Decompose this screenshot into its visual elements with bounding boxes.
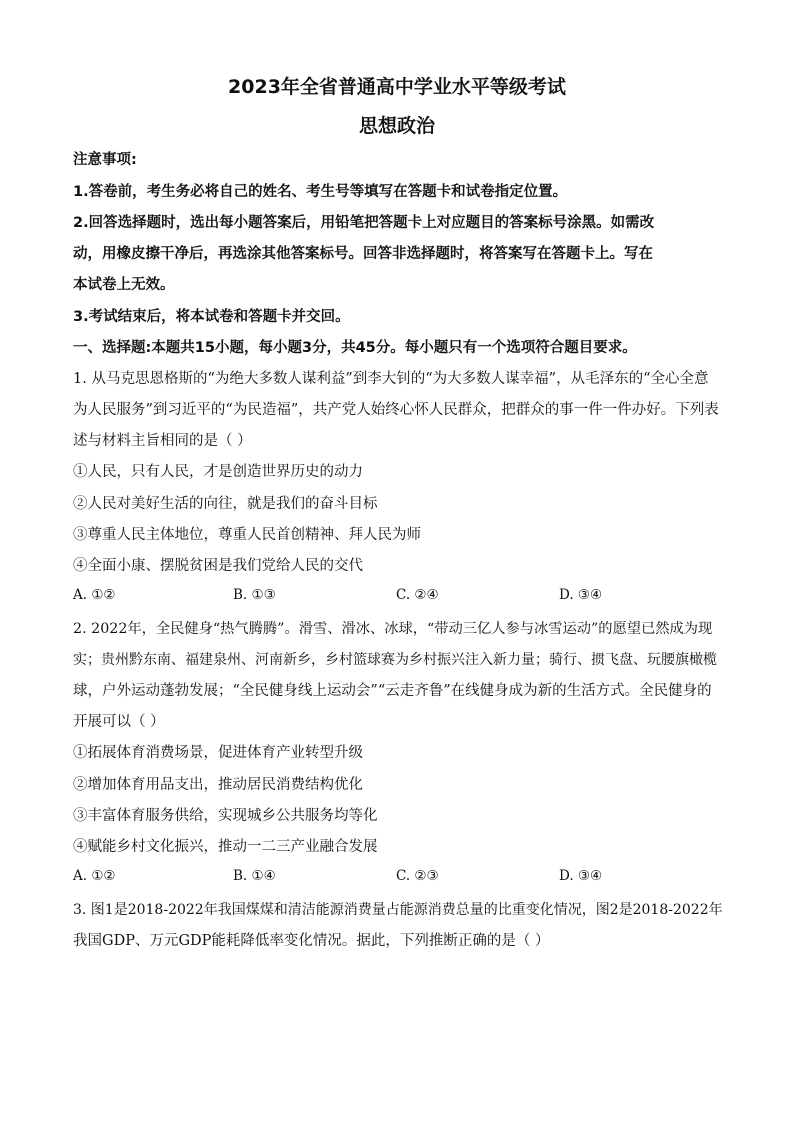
note-item-2-line-3: 本试卷上无效。 — [73, 277, 175, 293]
q2-stem-line-2: 实；贵州黔东南、福建泉州、河南新乡，乡村篮球赛为乡村振兴注入新力量；骑行、掼飞盘、玩腰旗橄榄 — [73, 652, 717, 668]
q2-statement-4: ④赋能乡村文化振兴，推动一二三产业融合发展 — [73, 839, 378, 855]
q2-options — [73, 868, 723, 888]
q1-statement-1: ①人民，只有人民，才是创造世界历史的动力 — [73, 464, 363, 480]
section-heading: 一、选择题:本题共15小题，每小题3分，共45分。每小题只有一个选项符合题目要求。 — [73, 340, 637, 356]
q1-option-b: B. ①③ — [233, 587, 276, 603]
note-item-2-line-2: 动，用橡皮擦干净后，再选涂其他答案标号。回答非选择题时，将答案写在答题卡上。写在 — [73, 246, 653, 262]
q1-stem-line-2: 为人民服务”到习近平的“为民造福”，共产党人始终心怀人民群众，把群众的事一件一件办好。下列表 — [73, 402, 719, 418]
notes-heading: 注意事项: — [73, 152, 137, 168]
q1-stem-line-1: 1. 从马克思恩格斯的“为绝大多数人谋利益”到李大钊的“为大多数人谋幸福”，从毛泽东的“全心全意 — [73, 371, 709, 387]
exam-title: 2023年全省普通高中学业水平等级考试 — [228, 76, 566, 98]
note-item-2-line-1: 2.回答选择题时，选出每小题答案后，用铅笔把答题卡上对应题目的答案标号涂黑。如需改 — [73, 215, 655, 231]
q2-stem-line-1: 2. 2022年，全民健身“热气腾腾”。滑雪、滑冰、冰球，“带动三亿人参与冰雪运动”的愿望已然成为现 — [73, 621, 713, 637]
q2-statement-3: ③丰富体育服务供给，实现城乡公共服务均等化 — [73, 808, 378, 824]
q1-statement-3: ③尊重人民主体地位，尊重人民首创精神、拜人民为师 — [73, 527, 421, 543]
q1-option-c: C. ②④ — [396, 587, 439, 603]
q1-statement-4: ④全面小康、摆脱贫困是我们党给人民的交代 — [73, 558, 363, 574]
q2-option-a: A. ①② — [73, 868, 116, 884]
q2-statement-2: ②增加体育用品支出，推动居民消费结构优化 — [73, 777, 363, 793]
q2-stem-line-3: 球，户外运动蓬勃发展；“全民健身线上运动会”“云走齐鲁”在线健身成为新的生活方式。全民健身的 — [73, 683, 712, 699]
q2-option-c: C. ②③ — [396, 868, 439, 884]
subject-title: 思想政治 — [358, 115, 435, 137]
note-item-1: 1.答卷前，考生务必将自己的姓名、考生号等填写在答题卡和试卷指定位置。 — [73, 184, 568, 200]
q3-stem-line-1: 3. 图1是2018-2022年我国煤煤和清洁能源消费量占能源消费总量的比重变化情况，图2是2018-2022年 — [73, 902, 723, 918]
q3-stem-line-2: 我国GDP、万元GDP能耗降低率变化情况。据此，下列推断正确的是（ ） — [73, 933, 550, 949]
q2-stem-line-4: 开展可以（ ） — [73, 714, 165, 730]
q1-option-d: D. ③④ — [559, 587, 603, 603]
q1-stem-line-3: 述与材料主旨相同的是（ ） — [73, 433, 252, 449]
q1-option-a: A. ①② — [73, 587, 116, 603]
q2-statement-1: ①拓展体育消费场景，促进体育产业转型升级 — [73, 745, 363, 761]
q2-option-d: D. ③④ — [559, 868, 603, 884]
note-item-3: 3.考试结束后，将本试卷和答题卡并交回。 — [73, 309, 350, 325]
q1-statement-2: ②人民对美好生活的向往，就是我们的奋斗目标 — [73, 496, 378, 512]
q1-options — [73, 587, 723, 607]
q2-option-b: B. ①④ — [233, 868, 276, 884]
